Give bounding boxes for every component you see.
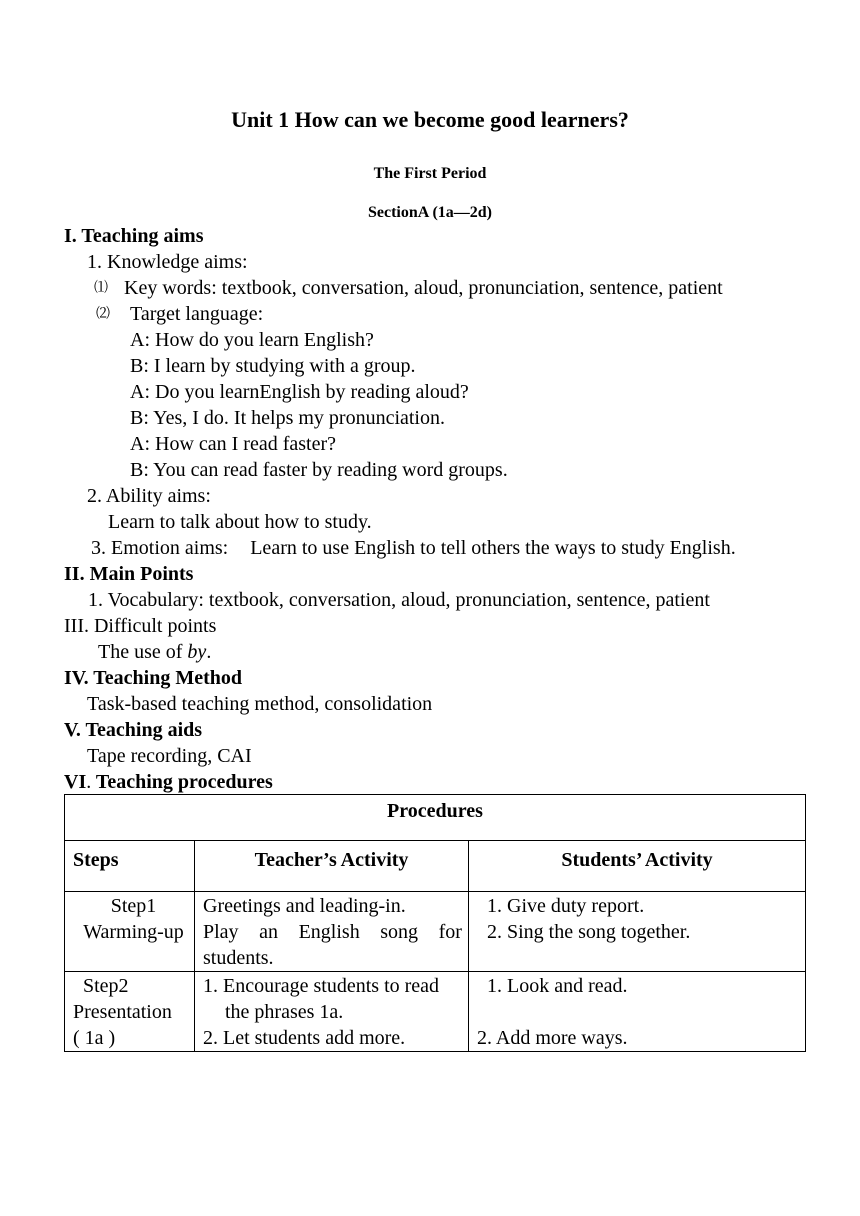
step-cell [65, 892, 195, 972]
students-activity-line [477, 999, 805, 1025]
teacher-activity-cell [195, 892, 469, 972]
ability-aims-heading: 2. Ability aims: [87, 485, 211, 507]
teacher-activity-line: the phrases 1a. [225, 1001, 344, 1023]
item-marker-2: ⑵ [96, 307, 110, 322]
column-header-teacher: Teacher’s Activity [195, 841, 469, 892]
step-sub: ( 1a ) [73, 1027, 116, 1049]
emotion-aims-heading: 3. Emotion aims: [91, 537, 229, 559]
step-name: Warming-up [83, 921, 184, 943]
teacher-activity-line: students. [203, 947, 274, 969]
justified-word: Play [203, 921, 239, 943]
dialogue-line: B: You can read faster by reading word groups. [130, 459, 508, 481]
difficult-points-keyword: by [187, 641, 207, 663]
table-title-row [65, 795, 806, 841]
step-label: Step1 [110, 895, 157, 917]
document-title: Unit 1 How can we become good learners? [231, 107, 629, 132]
teacher-activity-line: Greetings and leading-in. [203, 895, 406, 917]
teacher-activity-line: 2. Let students add more. [203, 1027, 406, 1049]
item-marker-1: ⑴ [94, 281, 108, 296]
main-points-heading: II. Main Points [64, 563, 194, 585]
procedures-table [64, 794, 806, 1052]
dialogue-line: B: I learn by studying with a group. [130, 355, 416, 377]
students-activity-line: 2. Add more ways. [477, 1027, 628, 1049]
teacher-activity-line: 1. Encourage students to read [203, 975, 440, 997]
students-activity-cell [469, 892, 806, 972]
difficult-points-text [98, 639, 211, 665]
difficult-points-prefix: The use of [98, 641, 188, 663]
key-words-line [94, 275, 723, 302]
teaching-aims-heading: I. Teaching aims [64, 225, 204, 247]
ability-aims-text: Learn to talk about how to study. [108, 511, 372, 533]
procedures-heading: VI. Teaching procedures [64, 771, 273, 793]
emotion-aims-text: Learn to use English to tell others the ways to study English. [250, 537, 736, 559]
section-subtitle: SectionA (1a—2d) [368, 204, 492, 221]
knowledge-aims-heading: 1. Knowledge aims: [87, 251, 248, 273]
procedures-heading-roman: VI [64, 771, 87, 793]
main-points-item: 1. Vocabulary: textbook, conversation, aloud, pronunciation, sentence, patient [88, 589, 710, 611]
students-activity-line: 1. Look and read. [487, 975, 628, 997]
students-activity-line: 2. Sing the song together. [487, 921, 691, 943]
emotion-aims-line [91, 535, 736, 561]
dialogue-line: A: How can I read faster? [130, 433, 337, 455]
justified-word: an [259, 921, 279, 943]
dialogue-line: A: Do you learnEnglish by reading aloud? [130, 381, 469, 403]
step-cell [65, 972, 195, 1052]
students-activity-line: 1. Give duty report. [487, 895, 645, 917]
teaching-method-text: Task-based teaching method, consolidation [87, 693, 433, 715]
table-header-row [65, 841, 806, 892]
step-label: Step2 [83, 975, 129, 997]
difficult-points-suffix: . [206, 641, 212, 663]
key-words-text: Key words: textbook, conversation, aloud, pronunciation, sentence, patient [124, 277, 723, 299]
teacher-activity-line [203, 919, 462, 945]
target-language-label: Target language: [130, 303, 264, 325]
teaching-method-heading: IV. Teaching Method [64, 667, 243, 689]
dialogue-line: B: Yes, I do. It helps my pronunciation. [130, 407, 445, 429]
column-header-students: Students’ Activity [469, 841, 806, 892]
justified-word: for [438, 921, 462, 943]
justified-word: song [380, 921, 419, 943]
procedures-heading-text: Teaching procedures [91, 771, 273, 793]
step-name: Presentation [73, 1001, 172, 1023]
difficult-points-heading: III. Difficult points [64, 615, 217, 637]
teaching-aids-heading: V. Teaching aids [64, 719, 203, 741]
table-title: Procedures [65, 795, 806, 841]
students-activity-cell [469, 972, 806, 1052]
column-header-steps: Steps [65, 841, 195, 892]
teacher-activity-cell [195, 972, 469, 1052]
dialogue-line: A: How do you learn English? [130, 329, 374, 351]
justified-word: English [298, 921, 360, 943]
target-language-line [96, 301, 263, 328]
table-row [65, 972, 806, 1052]
period-subtitle: The First Period [373, 165, 487, 182]
table-row [65, 892, 806, 972]
teaching-aids-text: Tape recording, CAI [87, 745, 252, 767]
